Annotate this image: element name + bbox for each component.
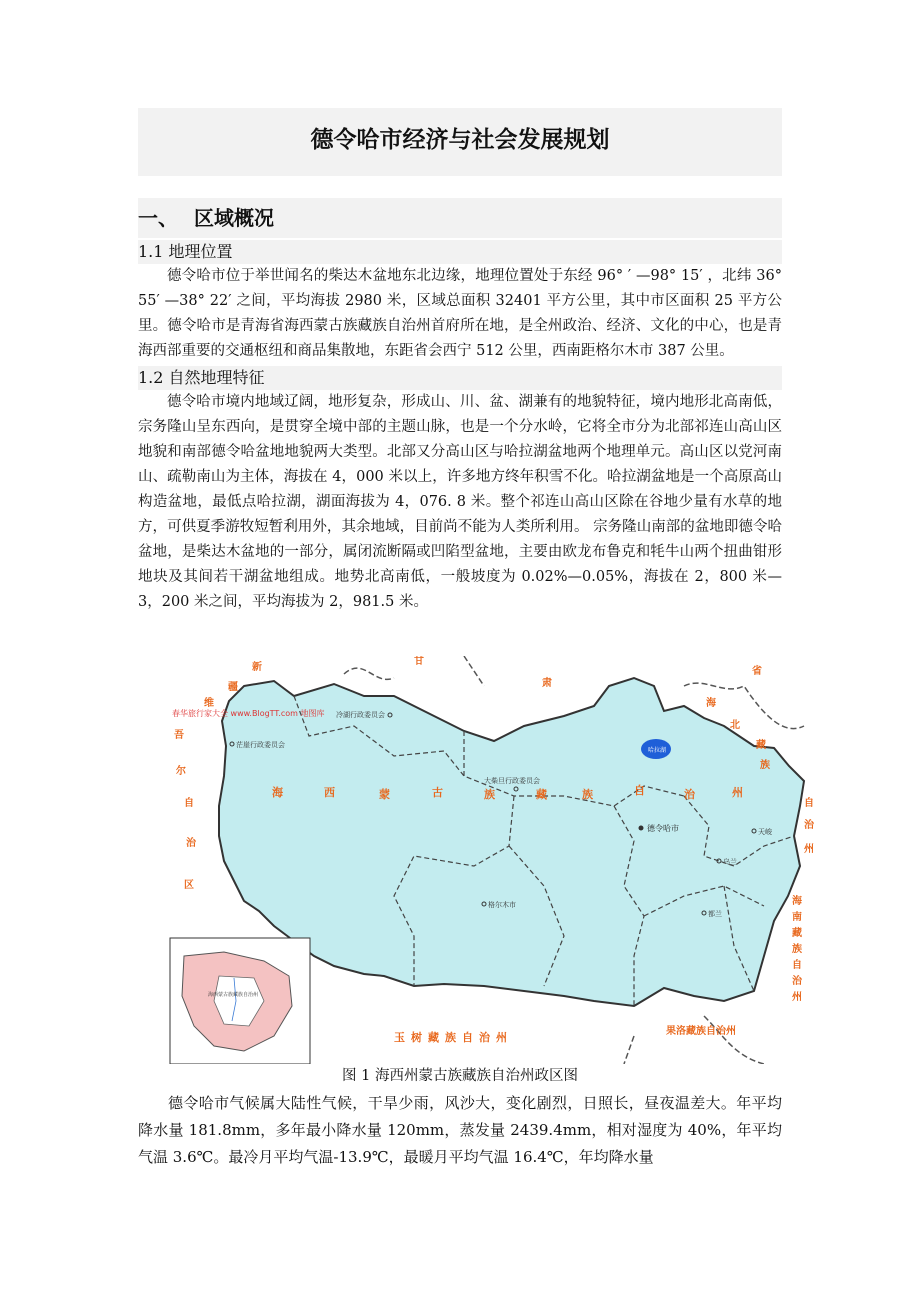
lake-label: 哈拉湖 [648,747,667,754]
prefecture-char: 族 [484,788,495,801]
hainan-char: 海 [792,896,802,907]
guoluo-label: 果洛藏族自治州 [666,1026,736,1037]
city-mangya: 茫崖行政委员会 [236,741,285,749]
hainan-char: 治 [792,976,802,987]
hainan-char: 自 [792,960,802,971]
prefecture-char: 自 [634,784,645,797]
xinjiang-char: 维 [204,698,214,709]
city-delingha: 德令哈市 [647,824,679,833]
hainan-char: 族 [792,944,802,955]
xinjiang-char: 疆 [228,682,238,693]
prefecture-char: 蒙 [379,788,390,801]
subsection-heading-location: 1.1 地理位置 [138,240,782,264]
haibei-char: 藏 [756,740,766,751]
haibei-char: 北 [730,720,740,731]
prefecture-char: 古 [432,786,443,799]
gansu-char: 甘 [414,656,424,667]
hainan-char: 州 [792,992,802,1003]
xinjiang-char: 治 [186,838,196,849]
climate-section [138,1090,782,1171]
city-geermu: 格尔木市 [488,901,516,909]
yushu-label: 玉树藏族自治州 [394,1031,513,1044]
paragraph-location: 德令哈市位于举世闻名的柴达木盆地东北边缘，地理位置处于东经 96° ′ —98° 15′ ，北纬 36° 55′ —38° 22′ 之间，平均海拔 2980 米，区域总面积 32401 平方公里，其中市区面积 25 平方公里。德令哈市是青海省海西蒙古族藏族自治州首府所在地，是全州政治、经济、文化的中心，也是青海西部重要的交通枢纽和商品集散地，东距省会西宁 512 公里，西南距格尔木市 387 公里。 [138,268,782,359]
hainan-label [792,894,803,1003]
inset-label: 海西蒙古族藏族自治州 [208,992,259,998]
haibei-char: 省 [752,666,762,677]
xinjiang-char: 吾 [174,730,184,741]
paragraph-climate: 德令哈市气候属大陆性气候，干旱少雨，风沙大，变化剧烈，日照长，昼夜温差大。年平均降水量 181.8mm，多年最小降水量 120mm，蒸发量 2439.4mm，相对湿度为 40%，年平均气温 3.6℃。最冷月平均气温-13.9℃，最暖月平均气温 16.4℃，年均降水量 [138,1094,782,1166]
haibei-char: 自 [804,798,814,809]
city-dot-delingha [639,826,644,831]
city-lenghu: 冷湖行政委员会 [336,711,385,719]
haibei-char: 族 [760,760,770,771]
inset-map [170,938,310,1064]
prefecture-char: 西 [324,786,335,799]
xinjiang-char: 尔 [176,766,186,777]
document-title: 德令哈市经济与社会发展规划 [138,108,782,176]
prefecture-char: 族 [582,788,593,801]
xinjiang-char: 区 [184,880,194,891]
hainan-char: 南 [792,912,802,923]
gansu-label [414,656,552,689]
haibei-char: 治 [804,820,814,831]
haibei-char: 海 [706,698,716,709]
figure-caption: 图 1 海西州蒙古族藏族自治州政区图 [342,1068,578,1084]
subsection-heading-geography: 1.2 自然地理特征 [138,366,782,390]
haibei-char: 州 [804,844,814,855]
city-wulan: 乌兰 [723,858,737,866]
prefecture-char: 州 [732,786,743,799]
prefecture-char: 治 [684,788,695,801]
city-dachaidan: 大柴旦行政委员会 [484,777,540,785]
section-heading [138,198,782,238]
section-number: 一、 [138,206,178,230]
map-watermark: 春华旅行家大全 www.BlogTT.com 地图库 [172,709,325,718]
xinjiang-char: 新 [252,662,262,673]
gansu-char: 肃 [542,678,552,689]
document-page [138,108,782,615]
province-boundary-south [624,1016,764,1064]
map-image [164,656,814,1064]
section-label: 区域概况 [194,206,274,230]
prefecture-char: 藏 [536,788,547,801]
city-dulan: 都兰 [708,910,722,918]
map-figure [164,656,814,1064]
hainan-char: 藏 [792,928,802,939]
city-tianjun: 天峻 [758,828,772,836]
paragraph-geography: 德令哈市境内地域辽阔，地形复杂，形成山、川、盆、湖兼有的地貌特征，境内地形北高南低，宗务隆山呈东西向，是贯穿全境中部的主题山脉，也是一个分水岭，它将全市分为北部祁连山高山区地貌和南部德令哈盆地地貌两大类型。北部又分高山区与哈拉湖盆地两个地理单元。高山区以党河南山、疏勒南山为主体，海拔在 4，000 米以上，许多地方终年积雪不化。哈拉湖盆地是一个高原高山构造盆地，最低点哈拉湖，湖面海拔为 4，076. 8 米。整个祁连山高山区除在谷地少量有水草的地方，可供夏季游牧短暂利用外，其余地域，目前尚不能为人类所利用。 宗务隆山南部的盆地即德令哈盆地，是柴达木盆地的一部分，属闭流断隔或凹陷型盆地，主要由欧龙布鲁克和牦牛山两个扭曲钳形地块及其间若干湖盆地组成。地势北高南低，一般坡度为 0.02%—0.05%，海拔在 2，800 米—3，200 米之间，平均海拔为 2，981.5 米。 [138,394,782,610]
xinjiang-char: 自 [184,798,194,809]
prefecture-char: 海 [272,786,283,799]
